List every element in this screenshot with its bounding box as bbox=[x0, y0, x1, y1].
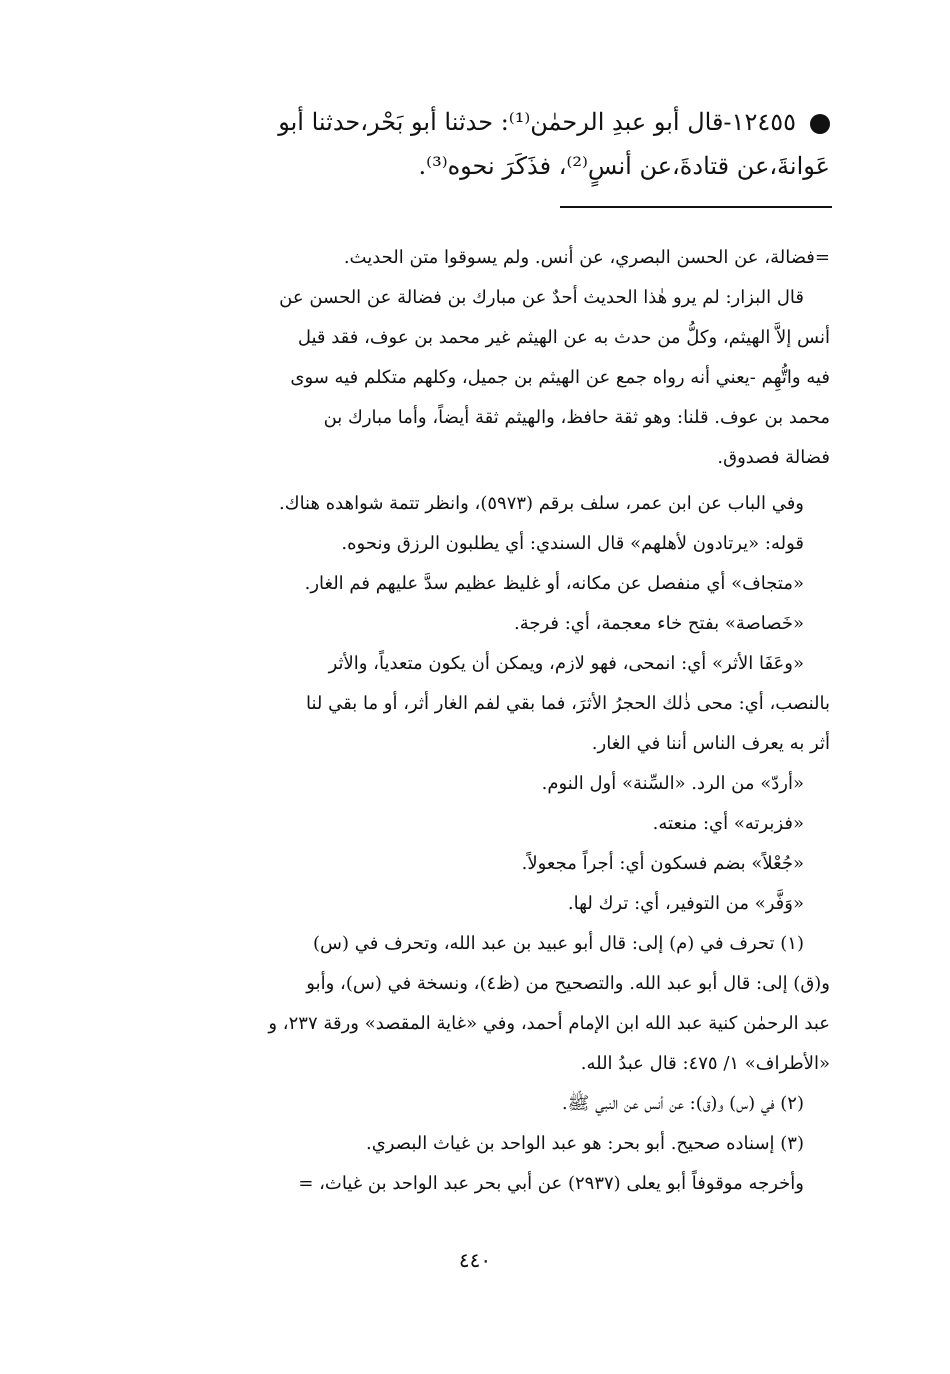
hadith-line-2: عَوانةَ،عن قتادةَ،عن أنسٍ⁽²⁾، فذَكَرَ نحوه⁽³⁾. bbox=[418, 152, 830, 180]
footnote-3: (٣) إسناده صحيح. أبو بحر: هو عبد الواحد بن غياث البصري. bbox=[365, 1133, 804, 1154]
commentary-line: وفي الباب عن ابن عمر، سلف برقم (٥٩٧٣)، وانظر تتمة شواهده هناك. bbox=[279, 493, 804, 514]
commentary-line: «متجاف» أي منفصل عن مكانه، أو غليظ عظيم سدَّ عليهم فم الغار. bbox=[304, 573, 804, 594]
commentary-line: «فزبرته» أي: منعته. bbox=[652, 813, 804, 834]
footnote-2: (٢) في (س) و(ق): عن أنس عن النبي ﷺ. bbox=[561, 1093, 804, 1114]
footnote-1-line: «الأطراف» ١/ ٤٧٥: قال عبدُ الله. bbox=[580, 1053, 830, 1074]
commentary-line: أثر به يعرف الناس أننا في الغار. bbox=[591, 733, 830, 754]
commentary-line: «خَصاصة» بفتح خاء معجمة، أي: فرجة. bbox=[513, 613, 804, 634]
footnote-3-continued: وأخرجه موقوفاً أبو يعلى (٢٩٣٧) عن أبي بحر عبد الواحد بن غياث، = bbox=[298, 1173, 804, 1194]
hadith-line-1-text: ١٢٤٥٥-قال أبو عبدِ الرحمٰن⁽¹⁾: حدثنا أبو بَحْر،حدثنا أبو bbox=[278, 108, 796, 136]
footnote-separator bbox=[560, 206, 832, 208]
commentary-line: «جُعْلاً» بضم فسكون أي: أجراً مجعولاً. bbox=[521, 853, 804, 874]
bullet-icon bbox=[810, 114, 830, 134]
commentary-line: بالنصب، أي: محى ذٰلك الحجرُ الأثرَ، فما بقي لفم الغار أثر، أو ما بقي لنا bbox=[306, 693, 830, 714]
commentary-line: محمد بن عوف. قلنا: وهو ثقة حافظ، والهيثم ثقة أيضاً، وأما مبارك بن bbox=[323, 407, 830, 428]
hadith-line-1 bbox=[100, 100, 830, 144]
commentary-line: أنس إلاَّ الهيثم، وكلُّ من حدث به عن الهيثم غير محمد بن عوف، فقد قيل bbox=[297, 327, 830, 348]
commentary-line: «وَفَّر» من التوفير، أي: ترك لها. bbox=[567, 893, 804, 914]
commentary-line: قال البزار: لم يرو هٰذا الحديث أحدٌ عن مبارك بن فضالة عن الحسن عن bbox=[279, 287, 804, 308]
commentary-line: فضالة فصدوق. bbox=[717, 447, 830, 468]
hadith-text bbox=[100, 100, 830, 188]
footnote-1-line: عبد الرحمٰن كنية عبد الله ابن الإمام أحمد، وفي «غاية المقصد» ورقة ٢٣٧، و bbox=[268, 1013, 830, 1034]
footnote-1-line: و(ق) إلى: قال أبو عبد الله. والتصحيح من (ظ٤)، ونسخة في (س)، وأبو bbox=[306, 973, 830, 994]
commentary-line: «وعَفَا الأثر» أي: انمحى، فهو لازم، ويمكن أن يكون متعدياً، والأثر bbox=[328, 653, 804, 674]
commentary-line: =فضالة، عن الحسن البصري، عن أنس. ولم يسوقوا متن الحديث. bbox=[343, 247, 830, 268]
commentary-line: قوله: «يرتادون لأهلهم» قال السندي: أي يطلبون الرزق ونحوه. bbox=[341, 533, 804, 554]
commentary-line: فيه واتُّهِم -يعني أنه رواه جمع عن الهيثم بن جميل، وكلهم متكلم فيه سوى bbox=[290, 367, 830, 388]
page-number: ٤٤٠ bbox=[458, 1248, 492, 1272]
commentary-block bbox=[100, 238, 830, 1204]
footnote-1-line: (١) تحرف في (م) إلى: قال أبو عبيد بن عبد الله، وتحرف في (س) bbox=[313, 933, 804, 954]
commentary-line: «أردّ» من الرد. «السِّنة» أول النوم. bbox=[541, 773, 804, 794]
